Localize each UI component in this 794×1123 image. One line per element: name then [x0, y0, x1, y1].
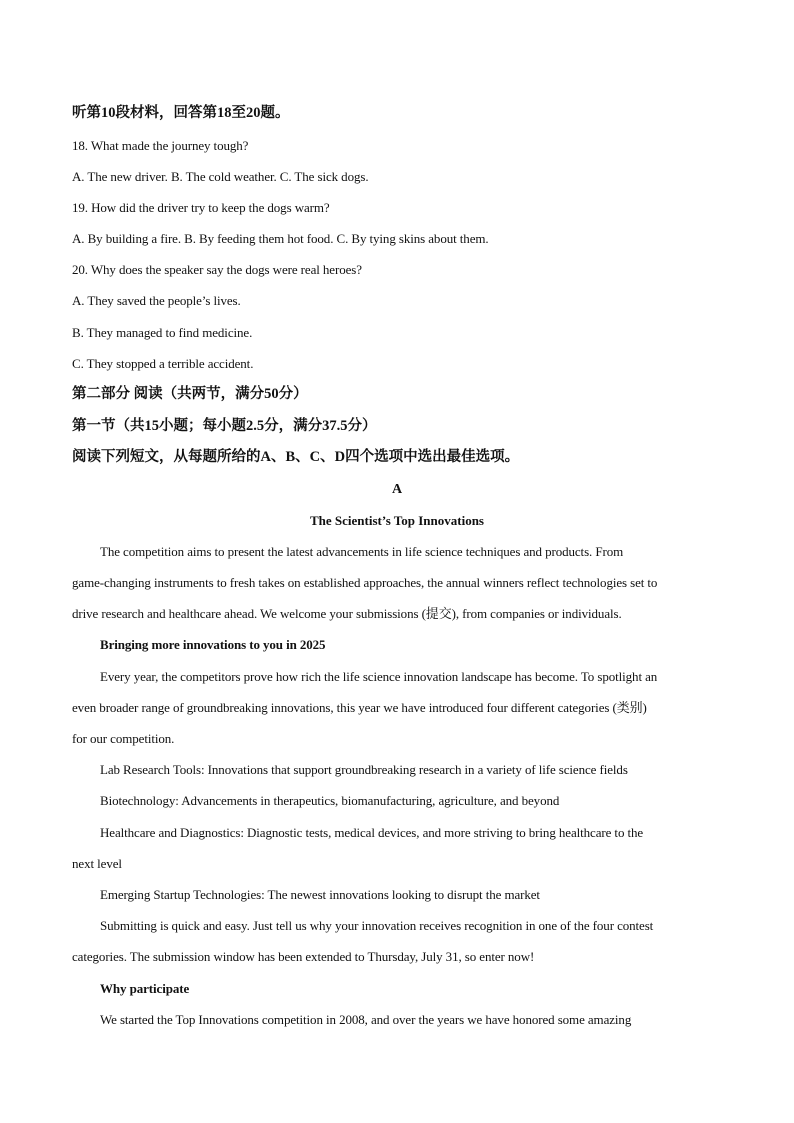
document-page — [72, 98, 722, 1035]
paragraph-2-line-2: even broader range of groundbreaking innovations, this year we have introduced four different categories (类别) — [72, 699, 647, 715]
paragraph-2-line-1: Every year, the competitors prove how rich the life science innovation landscape has become. To spotlight an — [100, 668, 658, 684]
paragraph-1-line-3: drive research and healthcare ahead. We welcome your submissions (提交), from companies or individuals. — [72, 606, 622, 622]
subheading-why-participate: Why participate — [100, 980, 190, 996]
paragraph-3-line-1: Submitting is quick and easy. Just tell us why your innovation receives recognition in one of the four contest — [100, 918, 654, 934]
paragraph-1-line-1: The competition aims to present the latest advancements in life science techniques and products. From — [100, 543, 624, 559]
paragraph-1-line-2: game-changing instruments to fresh takes on established approaches, the annual winners reflect technologies set to — [72, 575, 658, 591]
question-20-option-c: C. They stopped a terrible accident. — [72, 355, 254, 371]
category-emerging-startup: Emerging Startup Technologies: The newest innovations looking to disrupt the market — [100, 886, 540, 902]
question-19-options: A. By building a fire. B. By feeding them hot food. C. By tying skins about them. — [72, 231, 489, 247]
question-18: 18. What made the journey tough? — [72, 137, 249, 153]
category-healthcare-line-1: Healthcare and Diagnostics: Diagnostic tests, medical devices, and more striving to bring healthcare to the — [100, 824, 644, 840]
passage-letter: A — [391, 481, 403, 497]
question-20-option-a: A. They saved the people’s lives. — [72, 293, 241, 309]
paragraph-3-line-2: categories. The submission window has been extended to Thursday, July 31, so enter now! — [72, 949, 535, 965]
reading-part-heading: 第二部分 阅读（共两节，满分50分） — [72, 386, 308, 402]
paragraph-2-line-3: for our competition. — [72, 731, 175, 746]
question-18-options: A. The new driver. B. The cold weather. C. The sick dogs. — [72, 168, 369, 184]
question-19: 19. How did the driver try to keep the dogs warm? — [72, 199, 330, 215]
question-20-option-b: B. They managed to find medicine. — [72, 324, 253, 340]
category-biotechnology: Biotechnology: Advancements in therapeutics, biomanufacturing, agriculture, and beyond — [100, 793, 560, 809]
subheading-innovations-2025: Bringing more innovations to you in 2025 — [100, 637, 326, 653]
listening-instruction: 听第10段材料，回答第18至20题。 — [72, 105, 290, 121]
category-lab-research-tools: Lab Research Tools: Innovations that support groundbreaking research in a variety of life science fields — [100, 762, 628, 778]
paragraph-4-line-1: We started the Top Innovations competition in 2008, and over the years we have honored some amazing — [100, 1011, 632, 1027]
article-title: The Scientist’s Top Innovations — [310, 512, 484, 528]
question-20: 20. Why does the speaker say the dogs were real heroes? — [72, 262, 362, 278]
reading-section-heading: 第一节（共15小题；每小题2.5分，满分37.5分） — [72, 417, 377, 434]
category-healthcare-line-2: next level — [72, 855, 122, 871]
reading-instruction: 阅读下列短文，从每题所给的A、B、C、D四个选项中选出最佳选项。 — [72, 449, 520, 465]
